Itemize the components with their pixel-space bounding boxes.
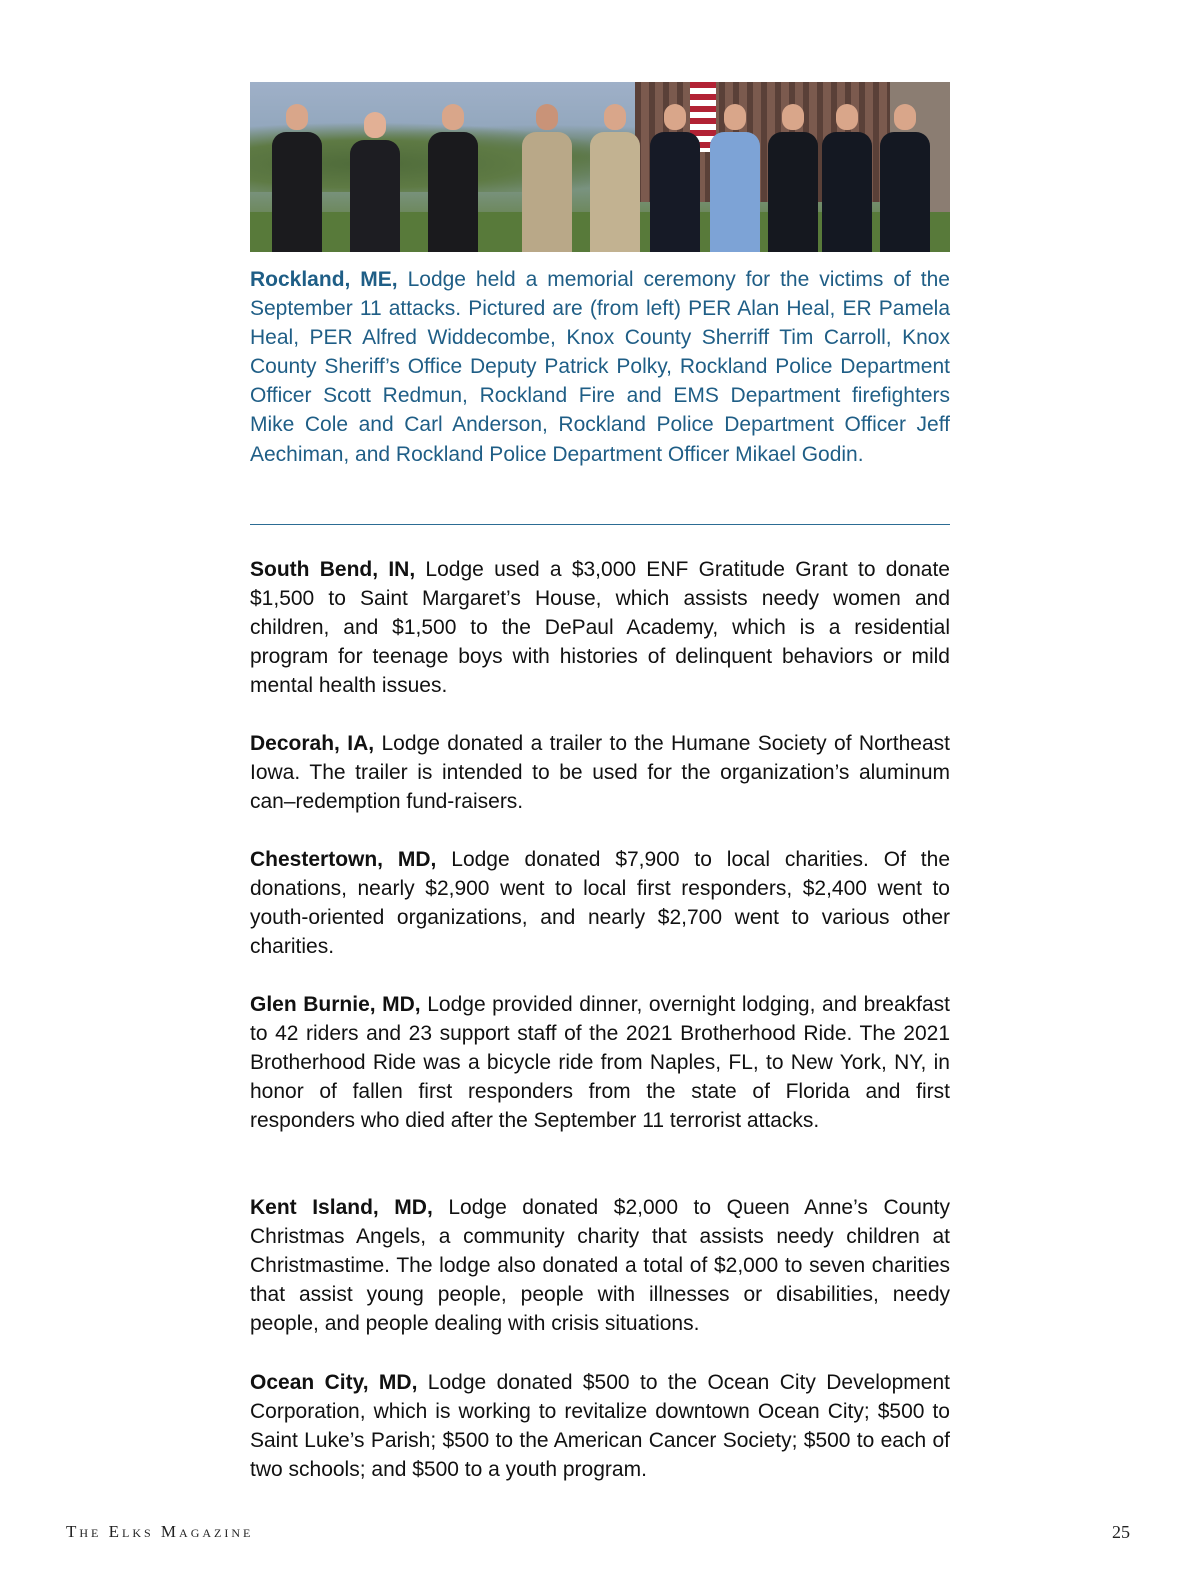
lodge-entry-south-bend: [250, 555, 950, 700]
photo-person: [272, 104, 322, 252]
entry-lodge-name: Chestertown, MD,: [250, 848, 437, 871]
entry-lodge-name: South Bend, IN,: [250, 558, 416, 581]
photo-person: [880, 104, 930, 252]
photo-person: [590, 104, 640, 252]
magazine-title-text: The Elks Magazine: [66, 1522, 254, 1541]
page-number: 25: [1112, 1522, 1130, 1542]
lodge-entry-kent-island: [250, 1193, 950, 1338]
lodge-entry-ocean-city: [250, 1368, 950, 1484]
entry-text: Lodge used a $3,000 ENF Gratitude Grant to donate $1,500 to Saint Margaret’s House, which assists needy women and children, and $1,500 to the DePaul Academy, which is a residential program for teenage boys with histories of delinquent behaviors or mild mental health issues.: [250, 558, 950, 698]
lodge-entry-decorah: [250, 729, 950, 816]
entry-lodge-name: Glen Burnie, MD,: [250, 993, 421, 1016]
magazine-title: [66, 1522, 253, 1542]
photo-person: [522, 104, 572, 252]
photo-person: [650, 104, 700, 252]
lodge-entry-chestertown: [250, 845, 950, 961]
photo-person: [350, 112, 400, 252]
lodge-entry-glen-burnie: [250, 990, 950, 1135]
photo-person: [428, 104, 478, 252]
entry-lodge-name: Kent Island, MD,: [250, 1196, 433, 1219]
entry-text: Lodge donated $2,000 to Queen Anne’s County Christmas Angels, a community charity that assists needy children at Christmastime. The lodge also donated a total of $2,000 to seven charities that assist young people, people with illnesses or disabilities, needy people, and people dealing with crisis situations.: [250, 1196, 950, 1336]
section-divider: [250, 524, 950, 525]
photo-person: [710, 104, 760, 252]
entry-lodge-name: Ocean City, MD,: [250, 1371, 418, 1394]
caption-text: Lodge held a memorial ceremony for the victims of the September 11 attacks. Pictured are (from left) PER Alan Heal, ER Pamela Heal, PER Alfred Widdecombe, Knox County Sherriff Tim Carroll, Knox County Sheriff’s Office Deputy Patrick Polky, Rockland Police Department Officer Scott Redmun, Rockland Fire and EMS Department firefighters Mike Cole and Carl Anderson, Rockland Police Department Officer Jeff Aechiman, and Rockland Police Department Officer Mikael Godin.: [250, 268, 950, 466]
entry-text: Lodge donated a trailer to the Humane Society of Northeast Iowa. The trailer is intended to be used for the organization’s aluminum can–redemption fund-raisers.: [250, 732, 950, 814]
photo-person: [822, 104, 872, 252]
photo-person: [768, 104, 818, 252]
memorial-group-photo: [250, 82, 950, 252]
entry-lodge-name: Decorah, IA,: [250, 732, 375, 755]
entry-text: Lodge provided dinner, overnight lodging, and breakfast to 42 riders and 23 support staff of the 2021 Brotherhood Ride. The 2021 Brotherhood Ride was a bicycle ride from Naples, FL, to New York, NY, in honor of fallen first responders from the state of Florida and first responders who died after the September 11 terrorist attacks.: [250, 993, 950, 1133]
caption-lodge-name: Rockland, ME,: [250, 268, 398, 291]
entry-text: Lodge donated $500 to the Ocean City Development Corporation, which is working to revitalize downtown Ocean City; $500 to Saint Luke’s Parish; $500 to the American Cancer Society; $500 to each of two schools; and $500 to a youth program.: [250, 1371, 950, 1482]
entry-text: Lodge donated $7,900 to local charities. Of the donations, nearly $2,900 went to local first responders, $2,400 went to youth-oriented organizations, and nearly $2,700 went to various other charities.: [250, 848, 951, 959]
photo-caption: [250, 265, 950, 469]
